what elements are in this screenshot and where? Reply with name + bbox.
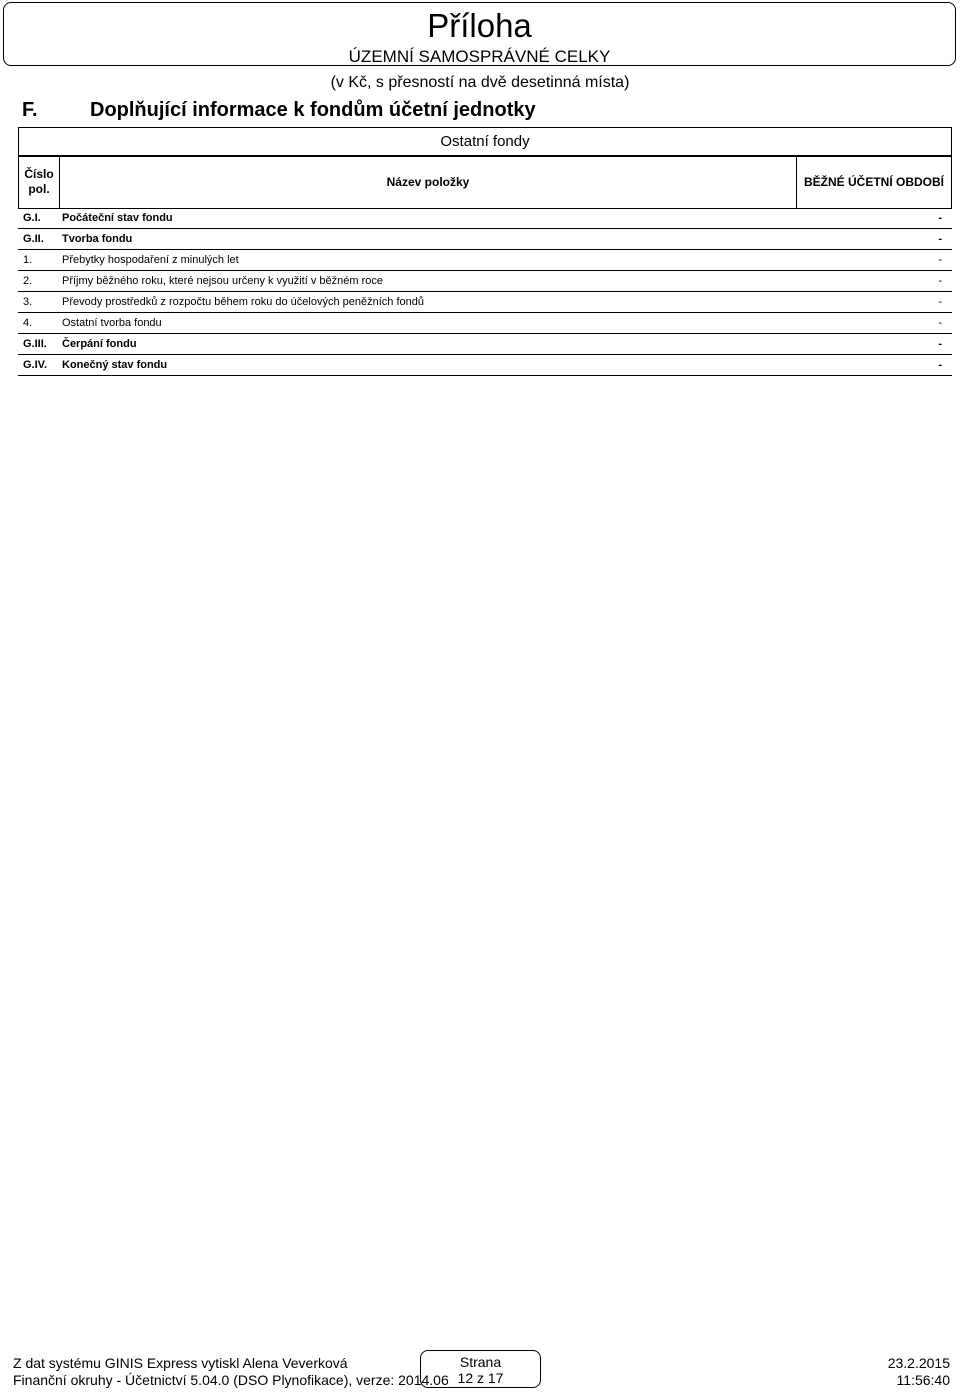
table-row (18, 208, 952, 229)
table-row (18, 229, 952, 250)
table-row (18, 313, 952, 334)
row-number: G.IV. (23, 359, 48, 371)
table-row (18, 271, 952, 292)
footer-date: 23.2.2015 (887, 1355, 950, 1371)
row-value: - (938, 317, 942, 329)
section-title: Doplňující informace k fondům účetní jednotky (90, 99, 536, 121)
footer-time: 11:56:40 (896, 1372, 950, 1388)
row-number: 3. (23, 296, 33, 308)
row-label: Tvorba fondu (62, 233, 133, 245)
page-number: 12 z 17 (457, 1370, 504, 1386)
column-header-number-line2: pol. (28, 182, 50, 196)
page-title: Příloha (427, 7, 532, 44)
row-number: G.II. (23, 233, 44, 245)
row-label: Čerpání fondu (62, 338, 137, 350)
row-label: Přebytky hospodaření z minulých let (62, 254, 239, 266)
row-number: 1. (23, 254, 33, 266)
column-header-number-line1: Číslo (24, 167, 54, 181)
row-value: - (938, 338, 942, 350)
table-row (18, 250, 952, 271)
row-label: Ostatní tvorba fondu (62, 317, 162, 329)
page-number-box (420, 1350, 541, 1388)
section-letter: F. (22, 99, 38, 121)
row-value: - (938, 296, 942, 308)
table-header (18, 155, 952, 209)
row-number: G.III. (23, 338, 47, 350)
table-title: Ostatní fondy (18, 127, 952, 157)
row-number: G.I. (23, 212, 41, 224)
page-label: Strana (459, 1354, 502, 1370)
row-label: Příjmy běžného roku, které nejsou určeny k využití v běžném roce (62, 275, 383, 287)
footer-software: Finanční okruhy - Účetnictví 5.04.0 (DSO Plynofikace), verze: 2014.06 (13, 1372, 449, 1388)
column-header-period: BĚŽNÉ ÚČETNÍ OBDOBÍ (803, 175, 944, 189)
units-note: (v Kč, s přesností na dvě desetinná místa) (330, 74, 630, 91)
row-value: - (938, 254, 942, 266)
title-box (3, 2, 956, 66)
table-row (18, 334, 952, 355)
row-number: 4. (23, 317, 33, 329)
page-subtitle: ÚZEMNÍ SAMOSPRÁVNÉ CELKY (348, 47, 611, 66)
table-body (18, 208, 952, 376)
row-number: 2. (23, 275, 33, 287)
row-label: Počáteční stav fondu (62, 212, 173, 224)
table-row (18, 355, 952, 376)
row-label: Konečný stav fondu (62, 359, 168, 371)
row-value: - (938, 275, 942, 287)
table-row (18, 292, 952, 313)
column-header-number (19, 156, 59, 208)
row-value: - (938, 233, 942, 245)
footer-source: Z dat systému GINIS Express vytiskl Alena Veverková (13, 1355, 348, 1371)
row-value: - (938, 212, 942, 224)
footer-timestamp (888, 1355, 950, 1389)
row-value: - (938, 359, 942, 371)
column-header-name: Název položky (386, 175, 470, 189)
row-label: Převody prostředků z rozpočtu během roku do účelových peněžních fondů (62, 296, 424, 308)
footer-info (13, 1355, 449, 1389)
